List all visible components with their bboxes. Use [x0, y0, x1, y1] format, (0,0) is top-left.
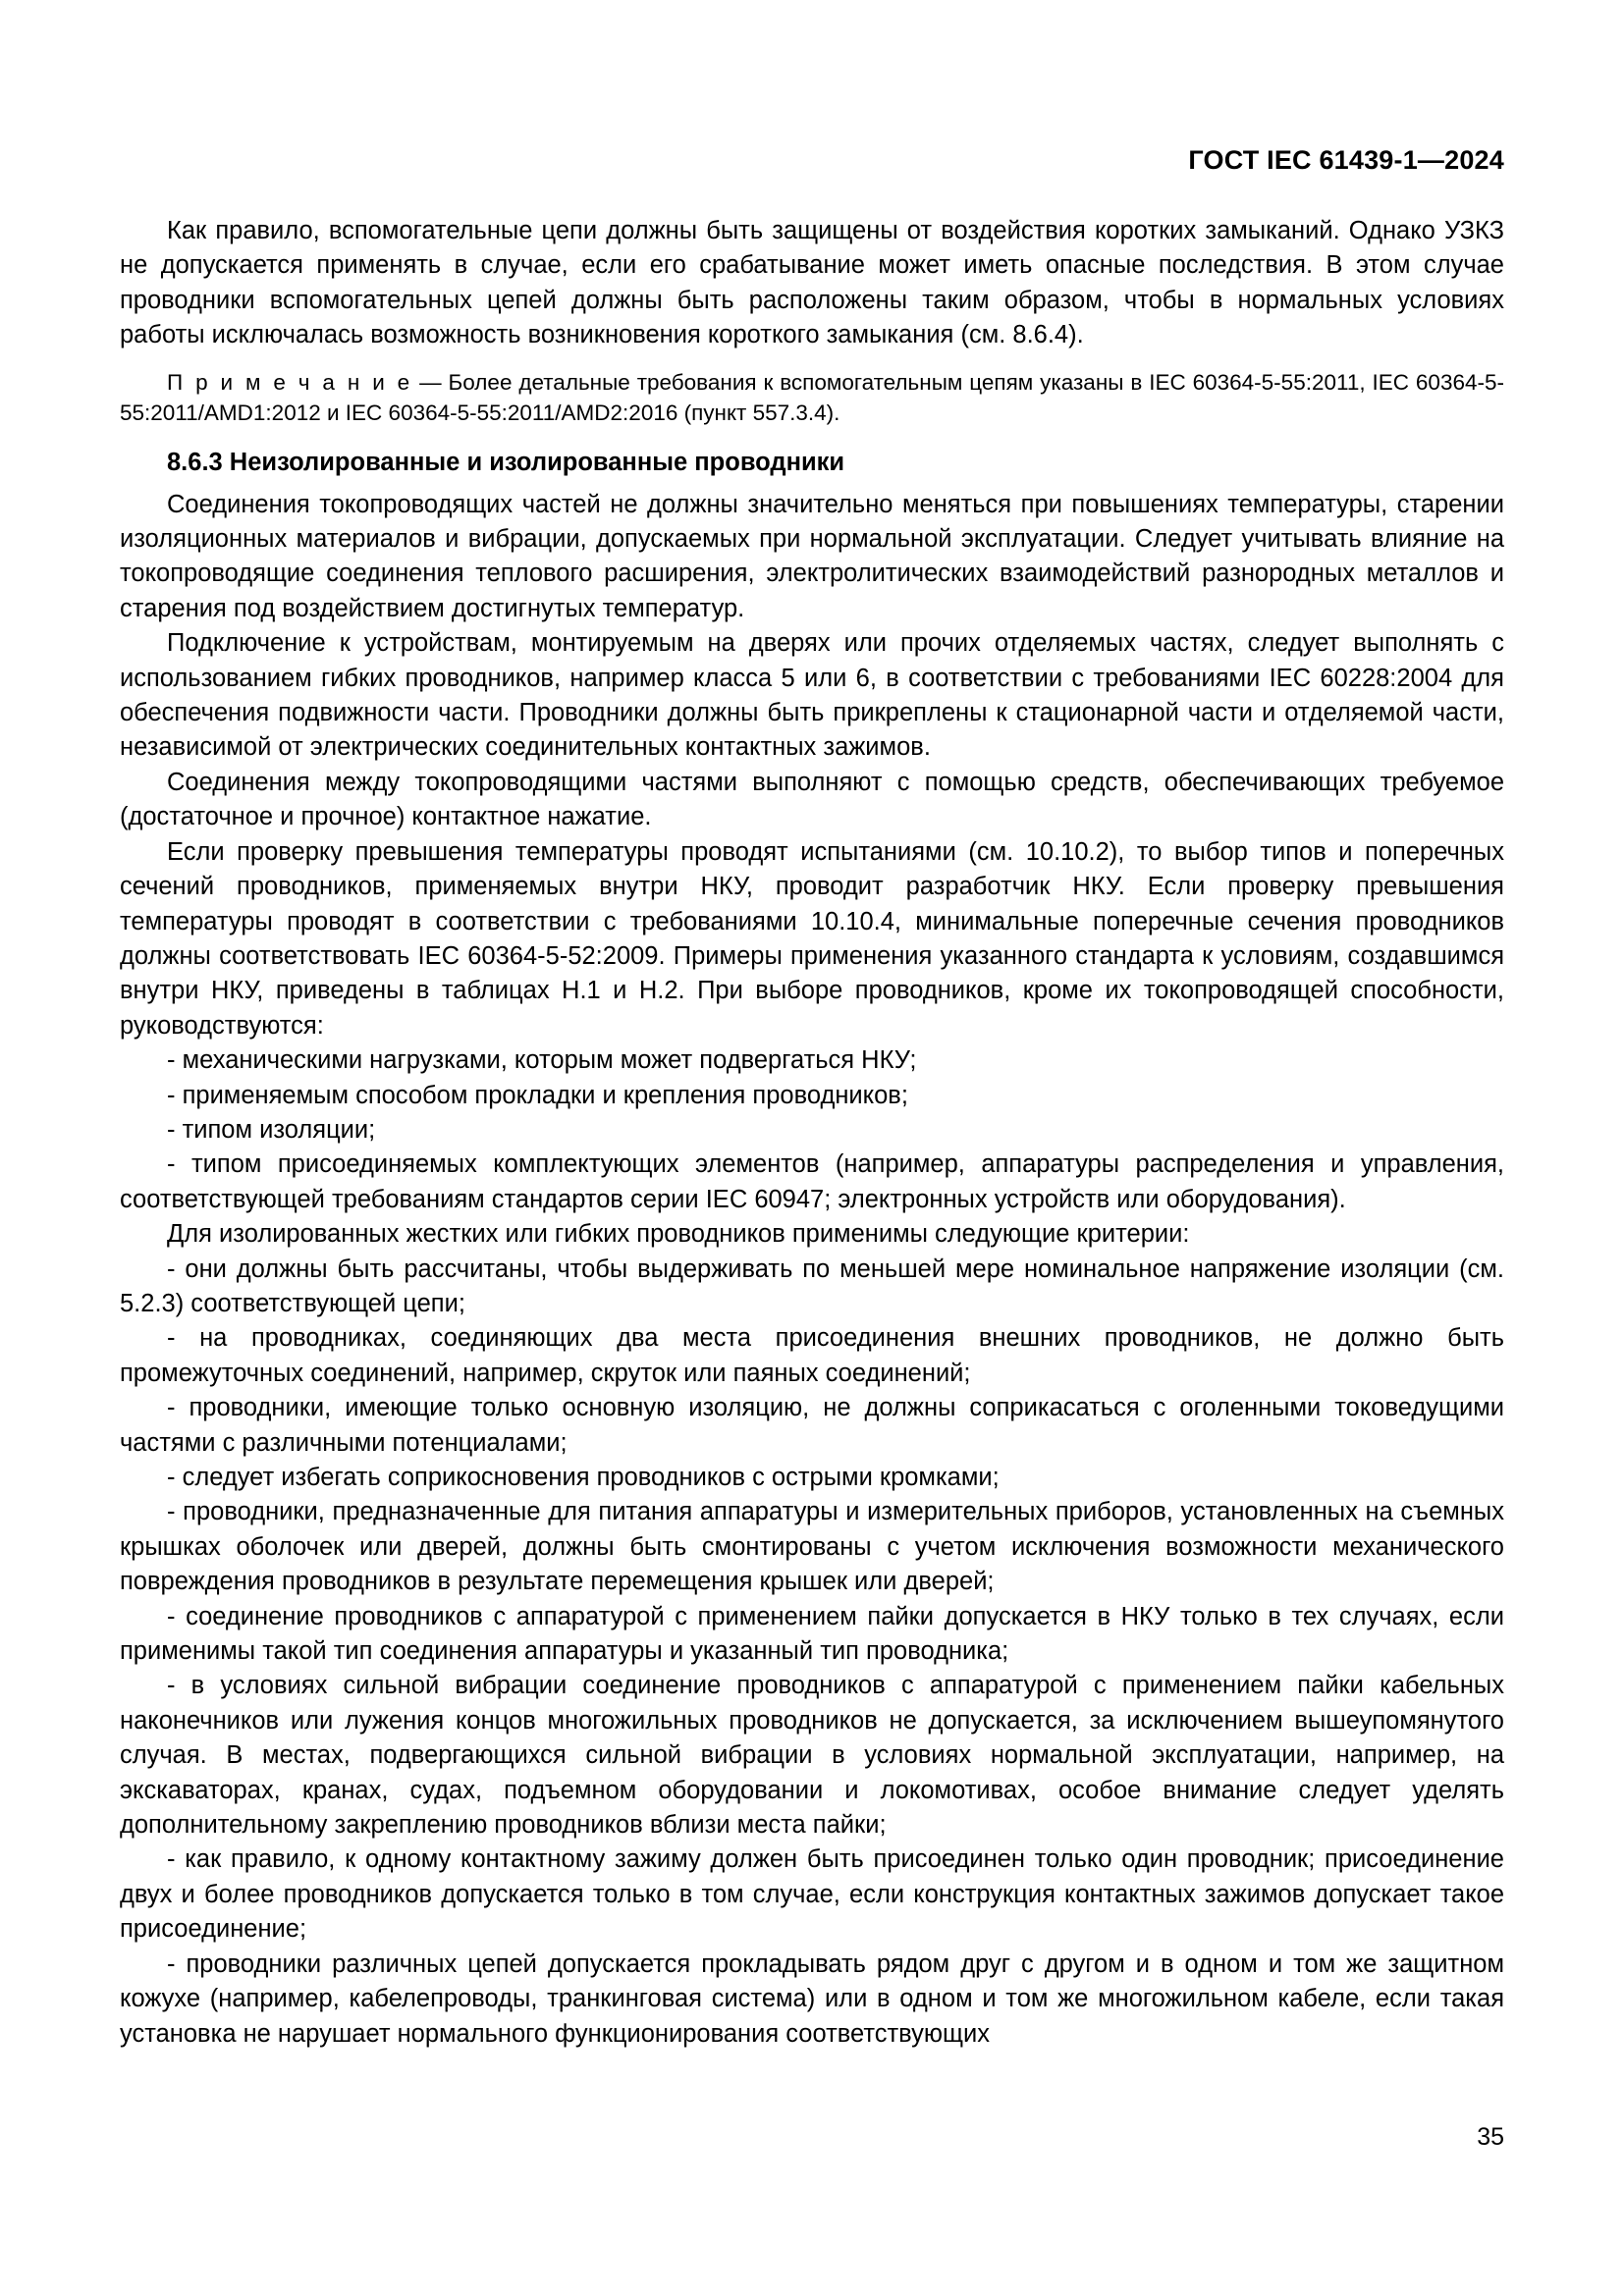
paragraph-door-mounted-devices: Подключение к устройствам, монтируемым на дверях или прочих отделяемых частях, следует выполнять с использованием гибких проводников, например класса 5 или 6, в соответствии с требованиями IEC 60228:2004 для обеспечения подвижности части. Проводники должны быть прикреплены к стационарной части и отделяемой части, независимой от электрических соединительных контактных зажимов. — [120, 629, 1504, 762]
page-number: 35 — [1477, 2123, 1504, 2151]
list-item: - применяемым способом прокладки и крепления проводников; — [167, 1081, 908, 1109]
page-header: ГОСТ IEC 61439-1—2024 — [1188, 145, 1504, 175]
paragraph-contact-pressure: Соединения между токопроводящими частями выполняют с помощью средств, обеспечивающих требуемое (достаточное и прочное) контактное нажатие. — [120, 768, 1504, 831]
list-item: - проводники, имеющие только основную изоляцию, не должны соприкасаться с оголенными токоведущими частями с различными потенциалами; — [120, 1394, 1504, 1457]
list-item: - типом изоляции; — [167, 1115, 376, 1144]
list-item: - следует избегать соприкосновения проводников с острыми кромками; — [167, 1464, 1000, 1491]
list-item: - в условиях сильной вибрации соединение проводников с аппаратурой с применением пайки кабельных наконечников или лужения концов многожильных проводников не допускается, за исключением вышеупомянутого случая. В местах, подвергающихся сильной вибрации в условиях нормальной эксплуатации, например, на экскаваторах, кранах, судах, подъемном оборудовании и локомотивах, особое внимание следует уделять дополнительному закреплению проводников вблизи места пайки; — [120, 1672, 1504, 1840]
list-item: - проводники различных цепей допускается прокладывать рядом друг с другом и в одном и том же защитном кожухе (например, кабелепроводы, транкинговая система) или в одном и том же многожильном кабеле, если такая установка не нарушает нормального функционирования соответствующих — [120, 1949, 1504, 2048]
paragraph-connections-stability: Соединения токопроводящих частей не должны значительно меняться при повышениях температуры, старении изоляционных материалов и вибрации, допускаемых при нормальной эксплуатации. Следует учитывать влияние на токопроводящие соединения теплового расширения, электролитических взаимодействий разнородных металлов и старения под воздействием достигнутых температур. — [120, 490, 1504, 622]
section-heading-8-6-3: 8.6.3 Неизолированные и изолированные проводники — [167, 448, 845, 476]
page-content — [120, 214, 1504, 2052]
list-item: - они должны быть рассчитаны, чтобы выдерживать по меньшей мере номинальное напряжение изоляции (см. 5.2.3) соответствующей цепи; — [120, 1255, 1504, 1317]
note-text: — Более детальные требования к вспомогательным цепям указаны в IEC 60364-5-55:2011, IEC 60364-5-55:2011/AMD1:2012 и IEC 60364-5-55:2011/AMD2:2016 (пункт 557.3.4). — [120, 369, 1504, 425]
list-item: - как правило, к одному контактному зажиму должен быть присоединен только один проводник; присоединение двух и более проводников допускается только в том случае, если конструкция контактных зажимов допускает такое присоединение; — [120, 1845, 1504, 1944]
list-item: - механическими нагрузками, которым может подвергаться НКУ; — [167, 1046, 917, 1075]
note-label: П р и м е ч а н и е — [167, 369, 413, 395]
paragraph-insulated-conductors-criteria: Для изолированных жестких или гибких проводников применимы следующие критерии: — [167, 1220, 1190, 1249]
paragraph-auxiliary-circuits: Как правило, вспомогательные цепи должны быть защищены от воздействия коротких замыканий. Однако УЗКЗ не допускается применять в случае, если его срабатывание может иметь опасные последствия. В этом случае проводники вспомогательных цепей должны быть расположены таким образом, чтобы в нормальных условиях работы исключалась возможность возникновения короткого замыкания (см. 8.6.4). — [120, 217, 1504, 349]
list-item: - соединение проводников с аппаратурой с применением пайки допускается в НКУ только в тех случаях, если применимы такой тип соединения аппаратуры и указанный тип проводника; — [120, 1602, 1504, 1666]
list-item: - типом присоединяемых комплектующих элементов (например, аппаратуры распределения и управления, соответствующей требованиям стандартов серии IEC 60947; электронных устройств или оборудования). — [120, 1150, 1504, 1213]
paragraph-temperature-rise-verification: Если проверку превышения температуры проводят испытаниями (см. 10.10.2), то выбор типов и поперечных сечений проводников, применяемых внутри НКУ, проводит разработчик НКУ. Если проверку превышения температуры проводят в соответствии с требованиями 10.10.4, минимальные поперечные сечения проводников должны соответствовать IEC 60364-5-52:2009. Примеры применения указанного стандарта к условиям, создавшимся внутри НКУ, приведены в таблицах H.1 и H.2. При выборе проводников, кроме их токопроводящей способности, руководствуются: — [120, 837, 1504, 1040]
list-item: - на проводниках, соединяющих два места присоединения внешних проводников, не должно быть промежуточных соединений, например, скруток или паяных соединений; — [120, 1324, 1504, 1387]
note-block — [120, 367, 1504, 428]
list-item: - проводники, предназначенные для питания аппаратуры и измерительных приборов, установленных на съемных крышках оболочек или дверей, должны быть смонтированы с учетом исключения возможности механического повреждения проводников в результате перемещения крышек или дверей; — [120, 1498, 1504, 1596]
